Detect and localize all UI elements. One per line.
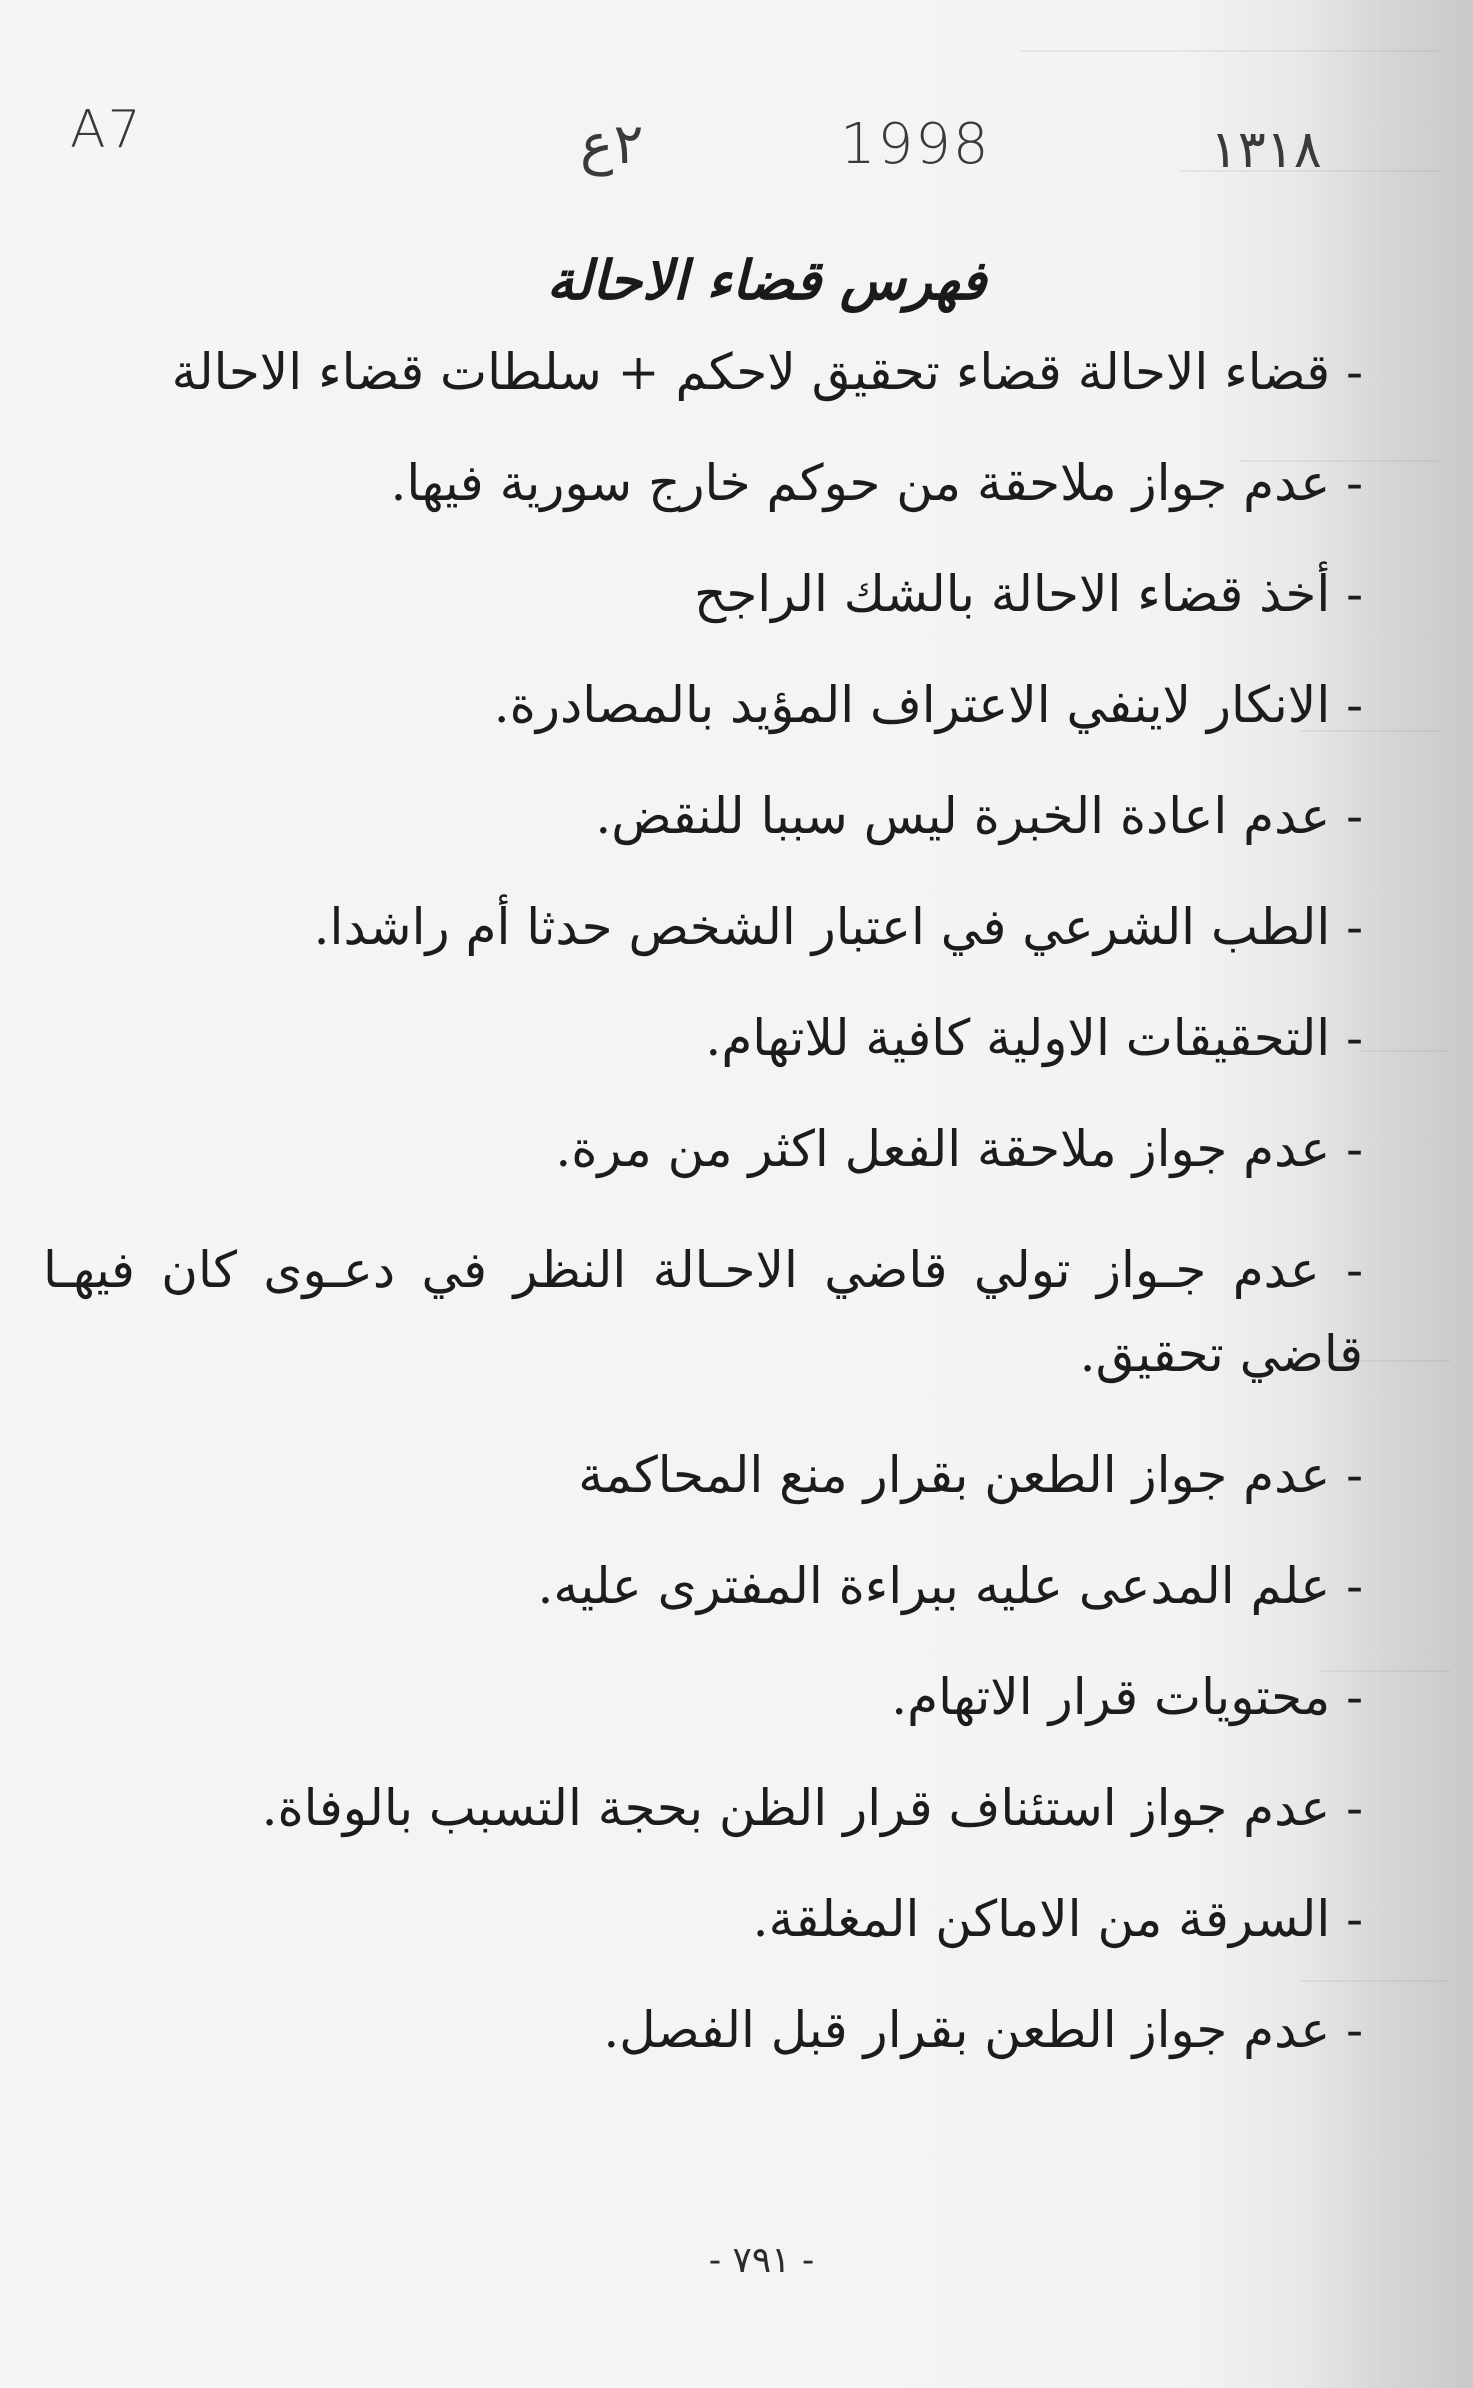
index-entry: - عدم جواز استئناف قرار الظن بحجة التسبب بالوفاة. <box>261 1779 1363 1837</box>
handwritten-mark: ٢ع <box>580 112 644 177</box>
index-entry: - عدم جواز ملاحقة الفعل اكثر من مرة. <box>555 1120 1363 1178</box>
handwritten-hijri-year: ١٣١٨ <box>1210 120 1322 180</box>
index-entry: - محتويات قرار الاتهام. <box>891 1668 1363 1726</box>
index-entry: - الطب الشرعي في اعتبار الشخص حدثا أم راشدا. <box>313 898 1363 956</box>
index-entry: - السرقة من الاماكن المغلقة. <box>752 1890 1363 1948</box>
handwritten-corner-code: A7 <box>70 100 143 160</box>
index-entry: - قضاء الاحالة قضاء تحقيق لاحكم + سلطات قضاء الاحالة <box>171 343 1363 401</box>
index-entry: - عدم جواز ملاحقة من حوكم خارج سورية فيها. <box>390 454 1363 512</box>
page-number: - ٧٩١ - <box>708 2240 815 2281</box>
index-entry: - عدم جـواز تولي قاضي الاحـالة النظر في دعـوى كان فيهـا قاضي تحقيق. <box>43 1241 1363 1383</box>
page-title: فهرس قضاء الاحالة <box>546 248 987 312</box>
index-entry: - عدم جواز الطعن بقرار منع المحاكمة <box>578 1446 1363 1504</box>
index-entry: - الانكار لاينفي الاعتراف المؤيد بالمصادرة. <box>493 676 1363 734</box>
handwritten-year: 1998 <box>840 112 991 177</box>
index-entry: - أخذ قضاء الاحالة بالشك الراجح <box>694 565 1363 623</box>
index-entry: - عدم اعادة الخبرة ليس سببا للنقض. <box>595 787 1363 845</box>
index-entry: - علم المدعى عليه ببراءة المفترى عليه. <box>537 1557 1363 1615</box>
index-entry: - التحقيقات الاولية كافية للاتهام. <box>705 1009 1363 1067</box>
index-entry-list <box>43 340 1363 2109</box>
index-entry: - عدم جواز الطعن بقرار قبل الفصل. <box>603 2001 1363 2059</box>
